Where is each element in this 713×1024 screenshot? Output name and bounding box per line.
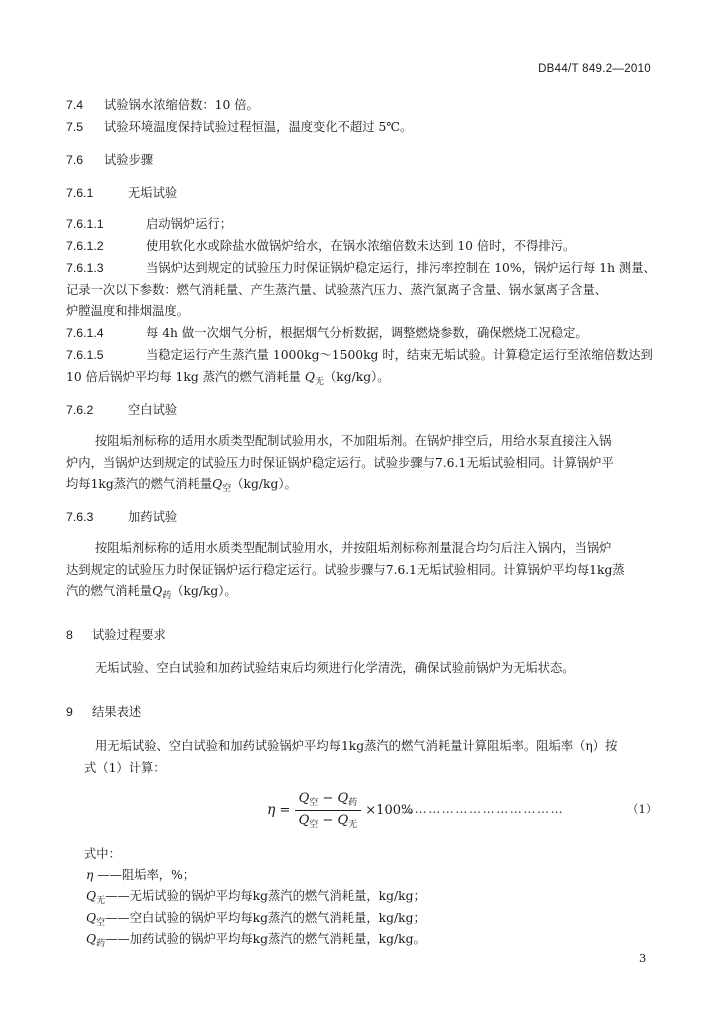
clause-7-6-1-5-line2 <box>66 369 390 390</box>
formula-subscript: 无 <box>348 820 358 830</box>
heading-number: 7.6 <box>66 153 84 167</box>
where-q-kong <box>86 910 426 931</box>
heading-7-6 <box>66 152 153 168</box>
clause-text: 当稳定运行产生蒸汽量 1000kg～1500kg 时，结束无垢试验。计算稳定运行至浓缩倍数达到 <box>146 348 653 362</box>
symbol-subscript: 无 <box>314 377 324 387</box>
formula-numerator <box>295 791 362 811</box>
formula-subscript: 药 <box>348 798 358 808</box>
symbol-q: Q <box>212 477 223 491</box>
clause-7-6-1-3-line3: 炉膛温度和排烟温度。 <box>66 304 189 318</box>
heading-number: 8 <box>66 628 73 642</box>
clause-7-6-1-2 <box>66 238 575 254</box>
formula-subscript: 空 <box>309 820 319 830</box>
symbol-subscript: 药 <box>96 939 106 949</box>
heading-number: 7.6.1 <box>66 186 94 200</box>
where-q-wu <box>86 888 426 909</box>
formula-symbol: Q <box>298 813 310 828</box>
text-segment: 汽的燃气消耗量 <box>66 584 153 598</box>
formula-equals: = <box>279 803 291 818</box>
where-q-yao <box>86 931 426 952</box>
heading-8 <box>66 627 166 643</box>
formula-1 <box>267 791 413 830</box>
heading-title: 空白试验 <box>128 403 178 417</box>
heading-number: 7.6.2 <box>66 403 94 417</box>
heading-number: 9 <box>66 705 73 719</box>
clause-7-6-1-4 <box>66 325 588 341</box>
definition-text: ——空白试验的锅炉平均每kg蒸汽的燃气消耗量，kg/kg； <box>105 911 426 925</box>
para-8: 无垢试验、空白试验和加药试验结束后均须进行化学清洗，确保试验前锅炉为无垢状态。 <box>95 661 575 675</box>
para-7-6-3-line3 <box>66 583 237 604</box>
clause-number: 7.5 <box>66 120 84 134</box>
heading-title: 试验过程要求 <box>92 628 166 642</box>
clause-number: 7.4 <box>66 98 84 112</box>
formula-symbol: Q <box>337 813 349 828</box>
para-7-6-2-line3 <box>66 476 297 497</box>
formula-fraction <box>295 791 362 830</box>
symbol-q: Q <box>86 889 97 903</box>
page-number: 3 <box>639 951 647 965</box>
para-7-6-2-line1: 按阻垢剂标称的适用水质类型配制试验用水，不加阻垢剂。在锅炉排空后，用给水泵直接注入锅 <box>95 434 612 448</box>
symbol-subscript: 空 <box>222 484 232 494</box>
formula-symbol: Q <box>298 791 310 806</box>
clause-text: 试验环境温度保持试验过程恒温，温度变化不超过 5℃。 <box>104 120 413 134</box>
formula-subscript: 空 <box>309 798 319 808</box>
heading-title: 试验步骤 <box>104 153 154 167</box>
para-7-6-3-line1: 按阻垢剂标称的适用水质类型配制试验用水，并按阻垢剂标称剂量混合均匀后注入锅内，当锅炉 <box>95 541 612 555</box>
symbol-eta: η <box>86 868 94 882</box>
formula-times: ×100% <box>365 803 414 818</box>
definition-text: ——无垢试验的锅炉平均每kg蒸汽的燃气消耗量，kg/kg； <box>105 889 426 903</box>
text-segment: 10 倍后锅炉平均每 1kg 蒸汽的燃气消耗量 <box>66 370 305 384</box>
text-segment: （kg/kg）。 <box>171 584 237 598</box>
formula-eta: η <box>267 802 276 818</box>
symbol-q: Q <box>152 584 163 598</box>
clause-number: 7.6.1.5 <box>66 348 104 362</box>
where-intro: 式中： <box>84 847 121 861</box>
clause-text: 启动锅炉运行； <box>146 217 233 231</box>
equation-number: （1） <box>627 802 658 816</box>
clause-7-5 <box>66 119 412 135</box>
clause-7-6-1-3 <box>66 260 656 276</box>
where-eta <box>86 867 195 883</box>
clause-7-6-1-5 <box>66 347 653 363</box>
symbol-q: Q <box>304 370 315 384</box>
clause-text: 使用软化水或除盐水做锅炉给水，在锅水浓缩倍数未达到 10 倍时，不得排污。 <box>146 239 576 253</box>
clause-text: 当锅炉达到规定的试验压力时保证锅炉稳定运行，排污率控制在 10%，锅炉运行每 1h 测量、 <box>146 261 656 275</box>
clause-text: 每 4h 做一次烟气分析，根据烟气分析数据，调整燃烧参数，确保燃烧工况稳定。 <box>146 326 588 340</box>
clause-text: 试验锅水浓缩倍数：10 倍。 <box>104 98 259 112</box>
clause-7-6-1-1 <box>66 216 232 232</box>
heading-7-6-3 <box>66 509 177 525</box>
para-7-6-2-line2: 炉内，当锅炉达到规定的试验压力时保证锅炉稳定运行。试验步骤与7.6.1无垢试验相同。计算锅炉平 <box>66 456 614 470</box>
document-code: DB44/T 849.2—2010 <box>538 63 651 75</box>
heading-number: 7.6.3 <box>66 510 94 524</box>
formula-symbol: Q <box>337 791 349 806</box>
definition-text: ——阻垢率，%； <box>97 868 196 882</box>
formula-denominator <box>295 811 362 830</box>
heading-7-6-2 <box>66 402 177 418</box>
heading-title: 无垢试验 <box>128 186 178 200</box>
formula-minus: − <box>322 791 334 806</box>
para-7-6-3-line2: 达到规定的试验压力时保证锅炉运行稳定运行。试验步骤与7.6.1无垢试验相同。计算锅炉平均每1kg蒸 <box>66 563 625 577</box>
symbol-q: Q <box>86 932 97 946</box>
text-segment: （kg/kg）。 <box>324 370 390 384</box>
heading-9 <box>66 704 141 720</box>
clause-number: 7.6.1.4 <box>66 326 104 340</box>
symbol-subscript: 空 <box>96 918 106 928</box>
clause-number: 7.6.1.1 <box>66 217 104 231</box>
heading-title: 结果表述 <box>92 705 142 719</box>
text-segment: 均每1kg蒸汽的燃气消耗量 <box>66 477 213 491</box>
symbol-subscript: 药 <box>162 591 172 601</box>
clause-number: 7.6.1.2 <box>66 239 104 253</box>
heading-title: 加药试验 <box>128 510 178 524</box>
formula-leader-dots: ……………………………… <box>401 802 565 816</box>
para-9-line2: 式（1）计算： <box>84 761 166 775</box>
symbol-q: Q <box>86 911 97 925</box>
clause-7-4 <box>66 97 259 113</box>
formula-minus: − <box>322 813 334 828</box>
definition-text: ——加药试验的锅炉平均每kg蒸汽的燃气消耗量，kg/kg。 <box>105 932 426 946</box>
para-9-line1: 用无垢试验、空白试验和加药试验锅炉平均每1kg蒸汽的燃气消耗量计算阻垢率。阻垢率（η）按 <box>95 739 618 753</box>
symbol-subscript: 无 <box>96 896 106 906</box>
heading-7-6-1 <box>66 185 177 201</box>
text-segment: （kg/kg）。 <box>231 477 297 491</box>
clause-number: 7.6.1.3 <box>66 261 104 275</box>
clause-7-6-1-3-line2: 记录一次以下参数：燃气消耗量、产生蒸汽量、试验蒸汽压力、蒸汽氯离子含量、锅水氯离子含量、 <box>66 283 608 297</box>
